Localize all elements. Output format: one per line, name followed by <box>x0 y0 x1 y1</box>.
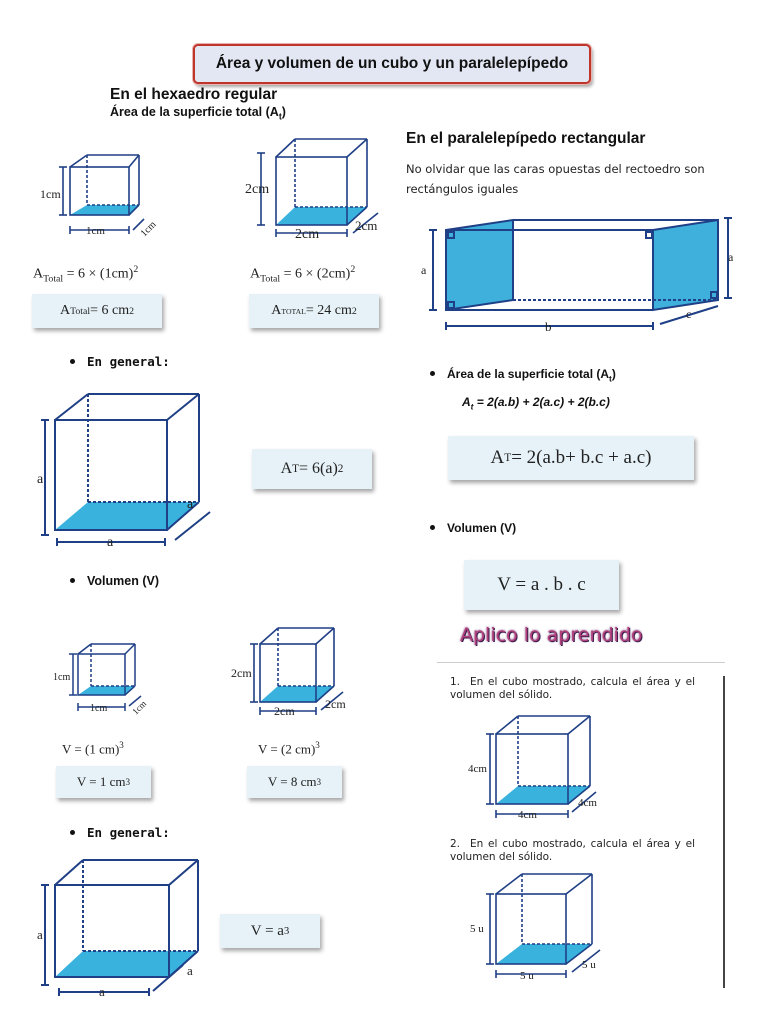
area2-result-box: A TOTAL = 24 cm 2 <box>249 294 379 328</box>
general-vcube-side-label: a <box>37 927 43 942</box>
bullet-dot <box>430 371 435 376</box>
para-height-right-label: a <box>728 250 734 264</box>
ex2-bottom-label: 5 u <box>520 970 534 982</box>
para-height-left-label: a <box>421 263 427 277</box>
general-volume-box: V = a 3 <box>220 914 320 948</box>
para-area-box: A T = 2(a.b+ b.c + a.c) <box>448 436 694 480</box>
para-bottom-label: b <box>545 319 552 334</box>
exercise-2-cube-figure <box>466 868 616 986</box>
para-area-formula: $A_t = 2(a.b) + 2(a.c) + 2(b.c)$ <box>462 395 610 412</box>
general-cube-bottom-label: a <box>107 535 114 550</box>
general-area-bullet: En general: <box>70 354 170 369</box>
ex2-side-label: 5 u <box>470 923 484 935</box>
cube-1cm-volume-figure <box>53 640 163 720</box>
area1-formula: $A_{Total} = 6 \times (1cm)^2$ <box>33 264 139 285</box>
cube2-side-label: 2cm <box>245 182 270 197</box>
cube-general-volume-figure <box>33 855 223 1005</box>
general-volume-bullet: En general: <box>70 825 170 840</box>
bullet-dot <box>70 359 75 364</box>
exercise-1: 1. En el cubo mostrado, calcula el área y el volumen del sólido. <box>450 676 695 701</box>
para-volume-bullet: Volumen (V) <box>430 521 516 535</box>
vcube2-depth-label: 2cm <box>325 697 346 711</box>
bullet-dot <box>430 525 435 530</box>
aplico-heading: Aplico lo aprendido <box>460 624 643 646</box>
bullet-dot <box>70 830 75 835</box>
vol1-result-box: V = 1 cm 3 <box>56 766 151 798</box>
paralelepipedo-heading: En el paralelepípedo rectangular <box>406 130 646 147</box>
vol2-formula: V = (2 cm)$^3$ <box>258 740 320 757</box>
bullet-dot <box>70 578 75 583</box>
ex1-bottom-label: 4cm <box>518 809 537 820</box>
general-cube-side-label: a <box>37 472 44 487</box>
para-depth-label: c <box>686 307 692 321</box>
hexaedro-heading: En el hexaedro regular <box>110 86 278 103</box>
vcube2-side-label: 2cm <box>231 666 252 680</box>
para-volume-box: V = a . b . c <box>464 560 619 610</box>
page-title: Área y volumen de un cubo y un paralelepípedo <box>193 44 591 84</box>
cube1-bottom-label: 1cm <box>86 225 105 237</box>
exercise-right-divider <box>723 676 725 988</box>
cube-2cm-area-figure <box>243 135 393 245</box>
vcube2-bottom-label: 2cm <box>274 704 295 718</box>
general-area-box: A T = 6(a) 2 <box>252 449 372 489</box>
vol2-result-box: V = 8 cm 3 <box>247 766 342 798</box>
cube-2cm-volume-figure <box>228 622 358 722</box>
ex2-depth-label: 5 u <box>582 959 596 971</box>
paralelepipedo-note: No olvidar que las caras opuestas del rectoedro son rectángulos iguales <box>406 162 705 196</box>
exercise-2: 2. En el cubo mostrado, calcula el área y el volumen del sólido. <box>450 838 695 863</box>
ex1-side-label: 4cm <box>468 763 487 775</box>
cube-1cm-area-figure <box>40 150 170 245</box>
volume-bullet-left: Volumen (V) <box>70 574 159 588</box>
vcube1-depth-label: 1cm <box>130 698 149 717</box>
area1-result-box: A Total = 6 cm 2 <box>32 294 162 328</box>
cube2-bottom-label: 2cm <box>295 227 320 242</box>
hexaedro-subheading: Área de la superficie total $(A_t)$ <box>110 105 286 122</box>
paralelepipedo-figure <box>418 208 748 338</box>
cube1-side-label: 1cm <box>40 187 61 201</box>
vcube1-side-label: 1cm <box>53 672 71 683</box>
general-vcube-depth-label: a <box>187 963 193 978</box>
cube-general-area-figure <box>35 390 215 550</box>
cube2-depth-label: 2cm <box>355 218 378 233</box>
exercise-top-divider <box>437 662 725 663</box>
cube1-depth-label: 1cm <box>138 219 159 240</box>
vcube1-bottom-label: 1cm <box>90 703 108 714</box>
area2-formula: $A_{Total} = 6 \times (2cm)^2$ <box>250 264 356 285</box>
general-vcube-bottom-label: a <box>99 984 105 999</box>
exercise-1-cube-figure <box>466 708 616 820</box>
general-cube-depth-label: a <box>187 497 194 512</box>
para-area-bullet: Área de la superficie total $(A_t)$ <box>430 367 616 383</box>
ex1-depth-label: 4cm <box>578 797 597 809</box>
vol1-formula: V = (1 cm)$^3$ <box>62 740 124 757</box>
